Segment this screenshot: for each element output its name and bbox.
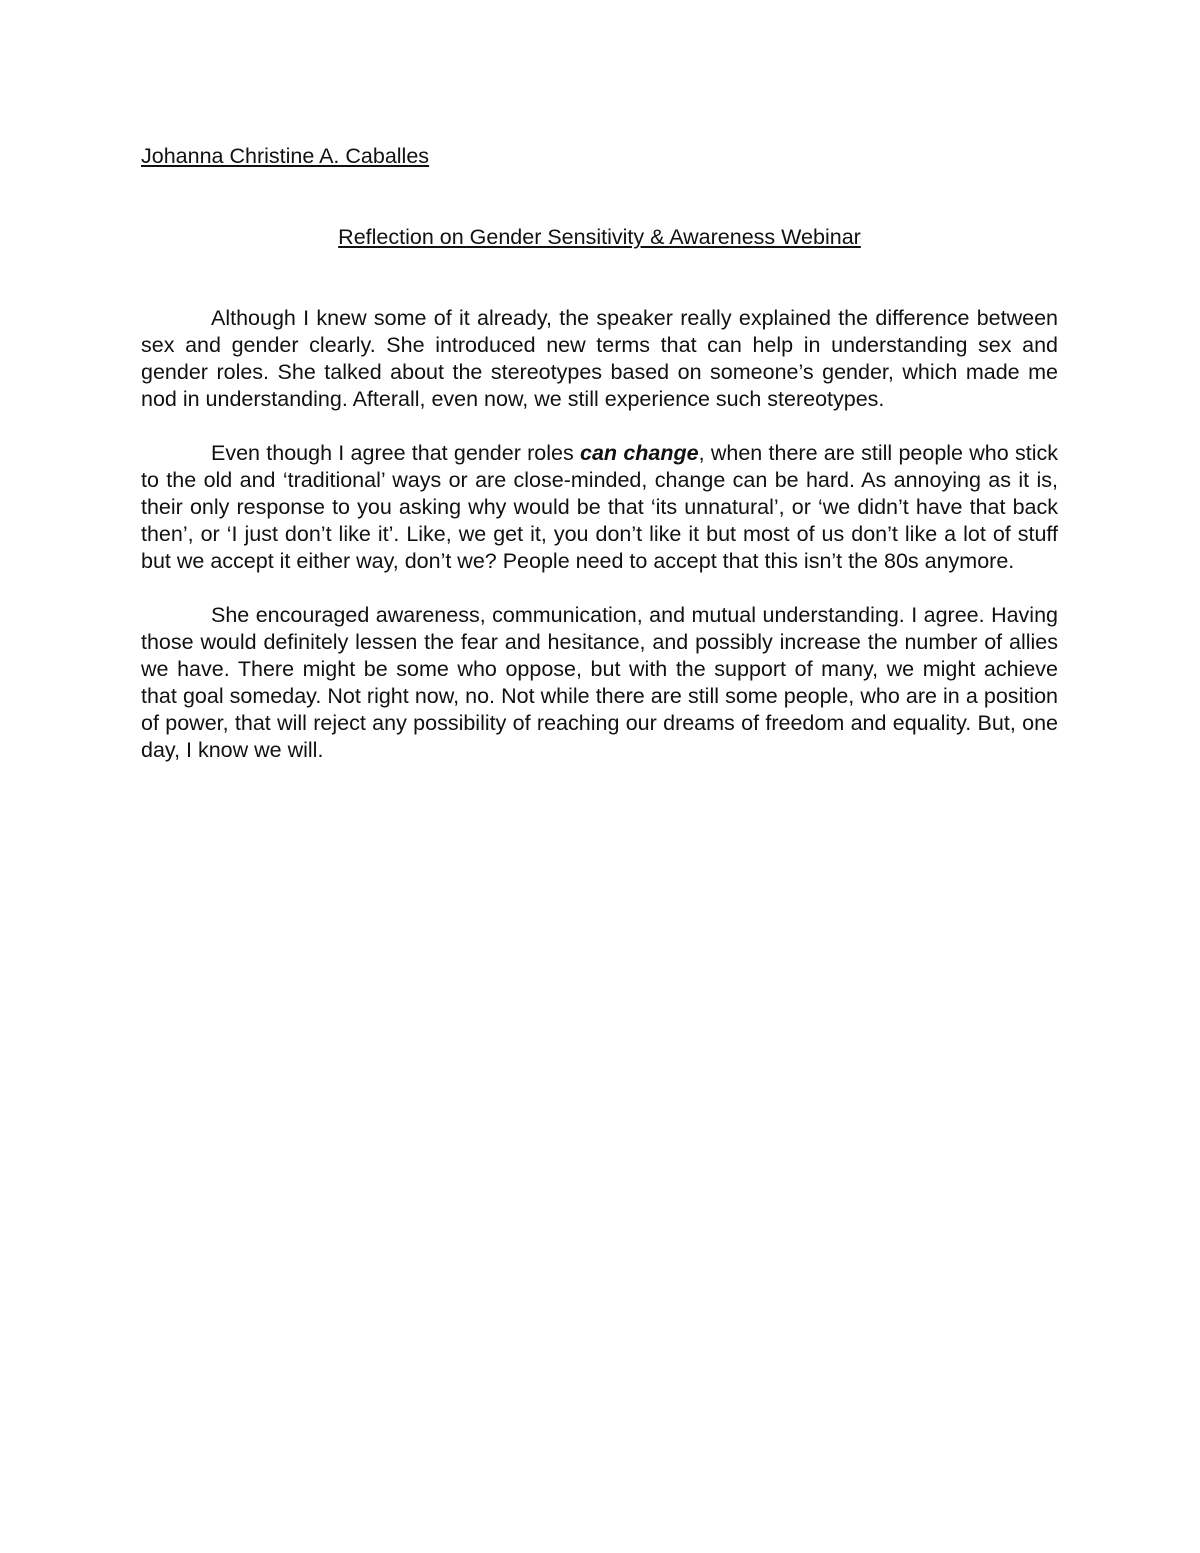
paragraph-2 — [141, 440, 1058, 575]
paragraph-2-text-before: Even though I agree that gender roles — [211, 441, 581, 465]
document-title: Reflection on Gender Sensitivity & Awareness Webinar — [338, 225, 861, 249]
paragraph-2-text-after: , when there are still people who stick to the old and ‘traditional’ ways or are close-minded, change can be hard. As annoying as it is, their only response to you asking why would be that ‘its unnatural’, or ‘we didn’t have that back then’, or ‘I just don’t like it’. Like, we get it, you don’t like it but most of us don’t like a lot of stuff but we accept it either way, don’t we? People need to accept that this isn’t the 80s anymore. — [141, 441, 1058, 573]
author-name: Johanna Christine A. Caballes — [141, 144, 430, 168]
paragraph-3: She encouraged awareness, communication, and mutual understanding. I agree. Having those would definitely lessen the fear and hesitance, and possibly increase the number of allies we have. There might be some who oppose, but with the support of many, we might achieve that goal someday. Not right now, no. Not while there are still some people, who are in a position of power, that will reject any possibility of reaching our dreams of freedom and equality. But, one day, I know we will. — [141, 603, 1058, 762]
paragraph-2-emphasis: can change — [580, 441, 699, 465]
document-body — [141, 305, 1058, 791]
paragraph-1: Although I knew some of it already, the speaker really explained the difference between sex and gender clearly. She introduced new terms that can help in understanding sex and gender roles. She talked about the stereotypes based on someone’s gender, which made me nod in understanding. Afterall, even now, we still experience such stereotypes. — [141, 306, 1058, 411]
